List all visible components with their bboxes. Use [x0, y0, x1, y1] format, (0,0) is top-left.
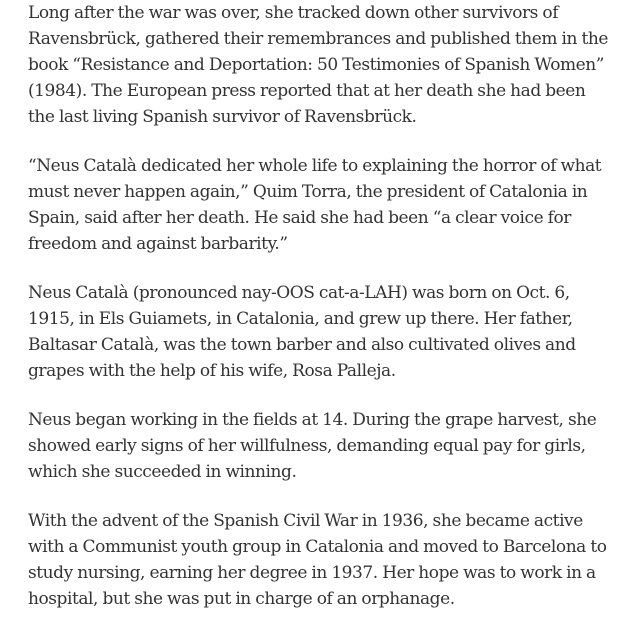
text-line: freedom and against barbarity.”	[28, 234, 288, 254]
paragraph-fields	[28, 407, 608, 485]
text-line: Neus began working in the fields at 14. During the grape harvest, she	[28, 410, 597, 430]
text-line: grapes with the help of his wife, Rosa Palleja.	[28, 361, 396, 381]
text-line: Baltasar Català, was the town barber and also cultivated olives and	[28, 335, 576, 355]
text-line: which she succeeded in winning.	[28, 462, 297, 482]
paragraph-survivors	[28, 0, 608, 130]
text-line: Spain, said after her death. He said she had been “a clear voice for	[28, 208, 571, 228]
text-line: study nursing, earning her degree in 1937. Her hope was to work in a	[28, 563, 596, 583]
text-line: must never happen again,” Quim Torra, the president of Catalonia in	[28, 182, 588, 202]
text-line: With the advent of the Spanish Civil War in 1936, she became active	[28, 511, 583, 531]
text-line: showed early signs of her willfulness, demanding equal pay for girls,	[28, 436, 586, 456]
text-line: Neus Català (pronounced nay-OOS cat-a-LAH) was born on Oct. 6,	[28, 283, 570, 303]
paragraph-early-life	[28, 280, 608, 384]
paragraph-civil-war	[28, 508, 608, 612]
text-line: Long after the war was over, she tracked down other survivors of	[28, 3, 559, 23]
text-line: the last living Spanish survivor of Ravensbrück.	[28, 107, 417, 127]
text-line: with a Communist youth group in Catalonia and moved to Barcelona to	[28, 537, 607, 557]
text-line: hospital, but she was put in charge of an orphanage.	[28, 589, 455, 609]
text-line: 1915, in Els Guiamets, in Catalonia, and grew up there. Her father,	[28, 309, 573, 329]
text-line: “Neus Català dedicated her whole life to explaining the horror of what	[28, 156, 602, 176]
article-body	[28, 0, 608, 635]
text-line: book “Resistance and Deportation: 50 Testimonies of Spanish Women”	[28, 55, 605, 75]
paragraph-torra-quote	[28, 153, 608, 257]
text-line: (1984). The European press reported that at her death she had been	[28, 81, 586, 101]
text-line: Ravensbrück, gathered their remembrances and published them in the	[28, 29, 608, 49]
